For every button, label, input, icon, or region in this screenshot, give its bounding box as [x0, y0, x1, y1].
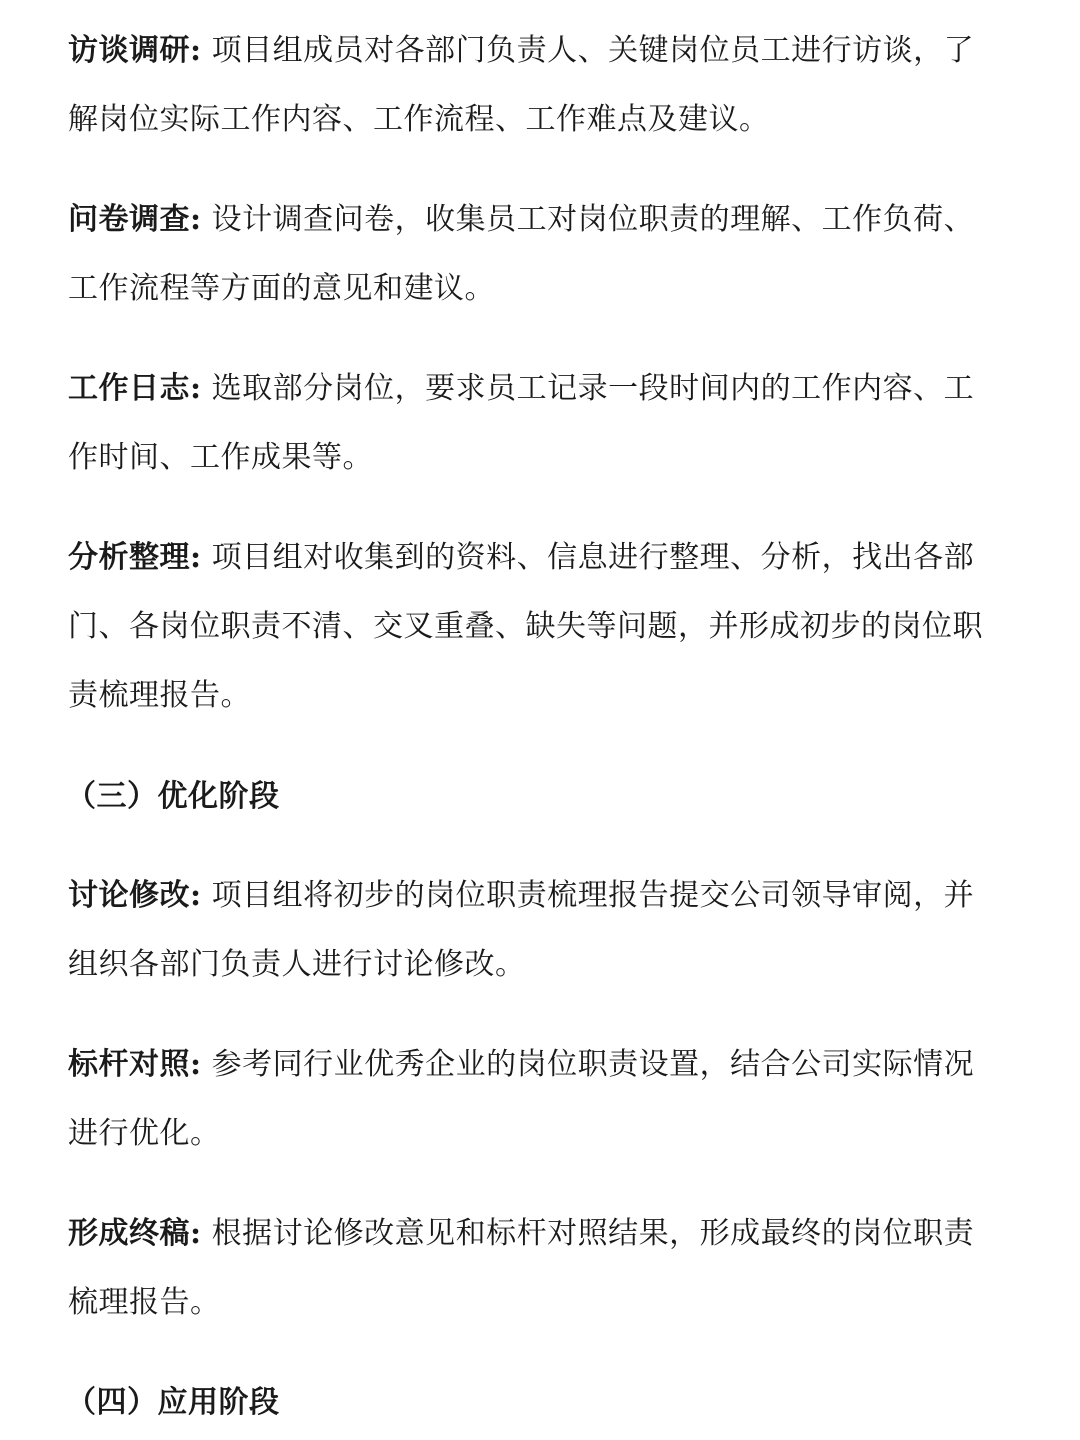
paragraph-questionnaire-survey [68, 185, 998, 323]
paragraph-text: 设计调查问卷，收集员工对岗位职责的理解、工作负荷、工作流程等方面的意见和建议。 [68, 202, 975, 306]
paragraph-term: 分析整理: [68, 540, 202, 575]
paragraph-discussion-revision [68, 861, 998, 999]
paragraph-text: 项目组将初步的岗位职责梳理报告提交公司领导审阅，并组织各部门负责人进行讨论修改。 [68, 878, 975, 982]
paragraph-text: 选取部分岗位，要求员工记录一段时间内的工作内容、工作时间、工作成果等。 [68, 371, 975, 475]
paragraph-analysis [68, 523, 998, 730]
paragraph-term: 访谈调研: [68, 33, 202, 68]
paragraph-text: 参考同行业优秀企业的岗位职责设置，结合公司实际情况进行优化。 [68, 1047, 975, 1151]
paragraph-text: 根据讨论修改意见和标杆对照结果，形成最终的岗位职责梳理报告。 [68, 1216, 975, 1320]
paragraph-text: 项目组对收集到的资料、信息进行整理、分析，找出各部门、各岗位职责不清、交叉重叠、缺失等问题，并形成初步的岗位职责梳理报告。 [68, 540, 983, 713]
paragraph-term: 形成终稿: [68, 1216, 202, 1251]
section-heading-optimization-stage: （三）优化阶段 [66, 779, 280, 814]
section-heading-application-stage: （四）应用阶段 [66, 1385, 280, 1420]
paragraph-text: 项目组成员对各部门负责人、关键岗位员工进行访谈，了解岗位实际工作内容、工作流程、工作难点及建议。 [68, 33, 975, 137]
paragraph-benchmarking [68, 1030, 998, 1168]
paragraph-term: 工作日志: [68, 371, 202, 406]
paragraph-final-draft [68, 1199, 998, 1337]
paragraph-work-log [68, 354, 998, 492]
paragraph-term: 标杆对照: [68, 1047, 202, 1082]
paragraph-term: 讨论修改: [68, 878, 202, 913]
paragraph-interview-research [68, 16, 998, 154]
paragraph-term: 问卷调查: [68, 202, 202, 237]
